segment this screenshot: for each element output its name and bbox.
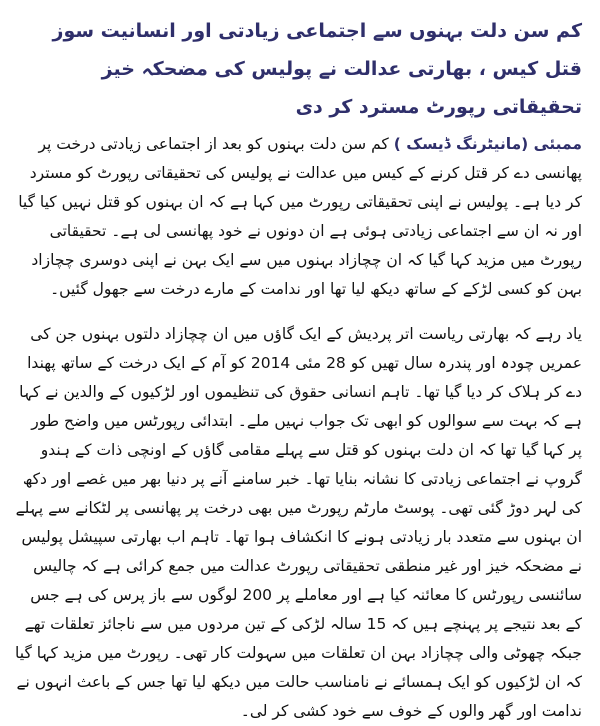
paragraph-text: یاد رہے کہ بھارتی ریاست اتر پردیش کے ایک گاؤں میں ان چچازاد دلتوں بہنوں جن کی عمریں چودہ اور پندرہ سال تھیں کو 28 مئی 2014 کو آم کے ایک درخت کے ساتھ پھندا دے کر ہلاک کر دیا گیا تھا۔ تاہم انسانی حقوق کی تنظیموں اور لڑکیوں کے والدین نے کہا ہے کہ بہت سے سوالوں کو ابھی تک جواب نہیں ملے۔ ابتدائی رپورٹس میں واضح طور پر کہا گیا تھا کہ ان دلت بہنوں کو قتل سے پہلے مقامی گاؤں کے اونچی ذات کے ہندو گروپ نے اجتماعی زیادتی کا نشانہ بنایا تھا۔ خبر سامنے آنے پر دنیا بھر میں غصے اور دکھ کی لہر دوڑ گئی تھی۔ پوسٹ مارٹم رپورٹ میں بھی درخت پر پھانسی پر لٹکانے سے پہلے ان بہنوں سے متعدد بار زیادتی ہونے کا انکشاف ہوا تھا۔ تاہم اب بھارتی سپیشل پولیس نے مضحکہ خیز اور غیر منطقی تحقیقاتی رپورٹ عدالت میں جمع کرائی ہے کہ چالیس سائنسی رپورٹس کا معائنہ کیا ہے اور معاملے پر 200 لوگوں سے باز پرس کی ہے جس کے بعد نتیجے پر پہنچے ہیں کہ 15 سالہ لڑکی کے تین مردوں میں سے ناجائز تعلقات تھے جبکہ چھوٹی والی چچازاد بہن ان تعلقات میں سہولت کار تھی۔ رپورٹ میں مزید کہا گیا کہ ان لڑکیوں کو ایک ہمسائے نے نامناسب حالت میں دیکھ لیا تھا جس کے باعث انہوں نے ندامت اور گھر والوں کے خوف سے خود کشی کر لی۔ (15, 325, 582, 720)
dateline: ممبئی (مانیٹرنگ ڈیسک ) (393, 135, 582, 153)
article-paragraph (14, 130, 582, 304)
article-headline: کم سن دلت بہنوں سے اجتماعی زیادتی اور انسانیت سوز قتل کیس ، بھارتی عدالت نے پولیس کی مضحکہ خیز تحقیقاتی رپورٹ مسترد کر دی (52, 20, 582, 118)
article-body (14, 130, 582, 726)
paragraph-text: کم سن دلت بہنوں کو بعد از اجتماعی زیادتی درخت پر پھانسی دے کر قتل کرنے کے کیس میں عدالت نے پولیس کی تحقیقاتی رپورٹ کو مسترد کر دیا ہے۔ پولیس نے اپنی تحقیقاتی رپورٹ میں کہا ہے کہ ان بہنوں کو قتل نہیں کیا گیا اور نہ ان سے اجتماعی زیادتی ہوئی ہے ان دونوں نے خود پھانسی لی ہے۔ تحقیقاتی رپورٹ میں مزید کہا گیا کہ ان چچازاد بہنوں میں سے ایک بہن نے اپنی دوسری چچازاد بہن کو کسی لڑکے کے ساتھ دیکھ لیا تھا اور ندامت کے مارے درخت سے جھول گئیں۔ (18, 135, 582, 298)
article-paragraph (14, 320, 582, 726)
